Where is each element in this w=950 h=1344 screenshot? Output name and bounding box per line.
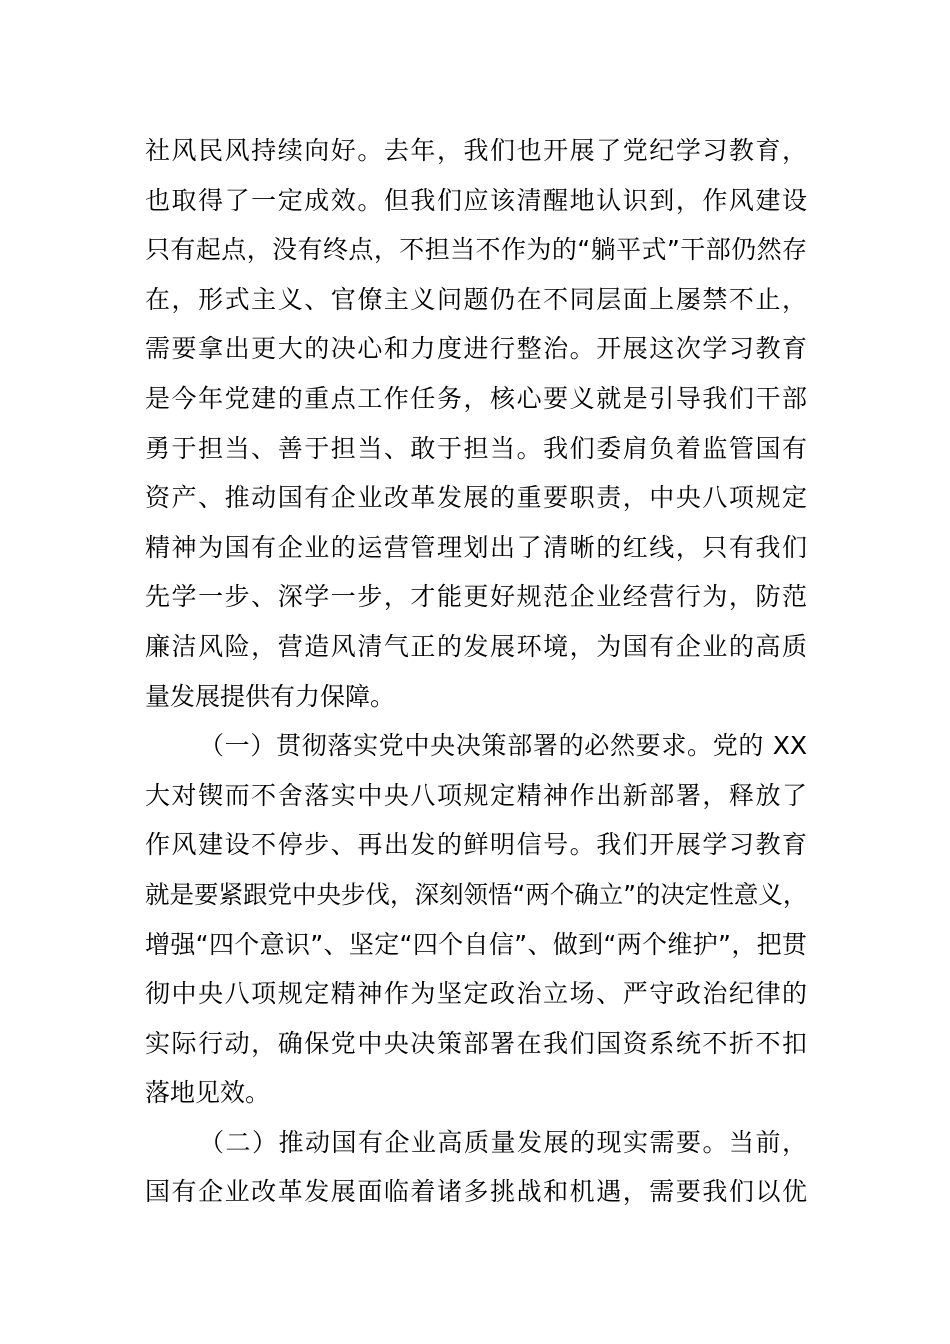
- text-line: 勇于担当、善于担当、敢于担当。我们委肩负着监管国有: [145, 433, 807, 463]
- text-line: 彻中央八项规定精神作为坚定政治立场、严守政治纪律的: [145, 979, 807, 1009]
- paragraph: [145, 721, 807, 1118]
- text-line: 资产、推动国有企业改革发展的重要职责，中央八项规定: [145, 483, 807, 513]
- text-line: （二）推动国有企业高质量发展的现实需要。当前，: [199, 1127, 807, 1157]
- text-line: 落地见效。: [145, 1078, 271, 1108]
- text-line: 需要拿出更大的决心和力度进行整治。开展这次学习教育: [145, 334, 807, 364]
- text-line: 只有起点，没有终点，不担当不作为的“躺平式”干部仍然存: [145, 235, 807, 265]
- text-line: 廉洁风险，营造风清气正的发展环境，为国有企业的高质: [145, 631, 807, 661]
- text-line: 国有企业改革发展面临着诸多挑战和机遇，需要我们以优: [145, 1177, 807, 1207]
- text-line: 实际行动，确保党中央决策部署在我们国资系统不折不扣: [145, 1028, 807, 1058]
- paragraph: [145, 1118, 807, 1217]
- document-body: [145, 126, 807, 1217]
- text-line: 先学一步、深学一步，才能更好规范企业经营行为，防范: [145, 582, 807, 612]
- text-line: 量发展提供有力保障。: [145, 681, 396, 711]
- text-line: 也取得了一定成效。但我们应该清醒地认识到，作风建设: [145, 185, 807, 215]
- text-line: 增强“四个意识”、坚定“四个自信”、做到“两个维护”，把贯: [145, 929, 807, 959]
- paragraph: [145, 126, 807, 721]
- text-line: 大对锲而不舍落实中央八项规定精神作出新部署，释放了: [145, 780, 807, 810]
- text-line: 在，形式主义、官僚主义问题仍在不同层面上屡禁不止，: [145, 284, 807, 314]
- text-line: 是今年党建的重点工作任务，核心要义就是引导我们干部: [145, 383, 807, 413]
- text-line: 作风建设不停步、再出发的鲜明信号。我们开展学习教育: [145, 830, 807, 860]
- text-line: （一）贯彻落实党中央决策部署的必然要求。党的 XX: [199, 731, 807, 761]
- text-line: 社风民风持续向好。去年，我们也开展了党纪学习教育，: [145, 136, 807, 165]
- text-line: 精神为国有企业的运营管理划出了清晰的红线，只有我们: [145, 532, 807, 562]
- text-line: 就是要紧跟党中央步伐，深刻领悟“两个确立”的决定性意义，: [145, 879, 808, 909]
